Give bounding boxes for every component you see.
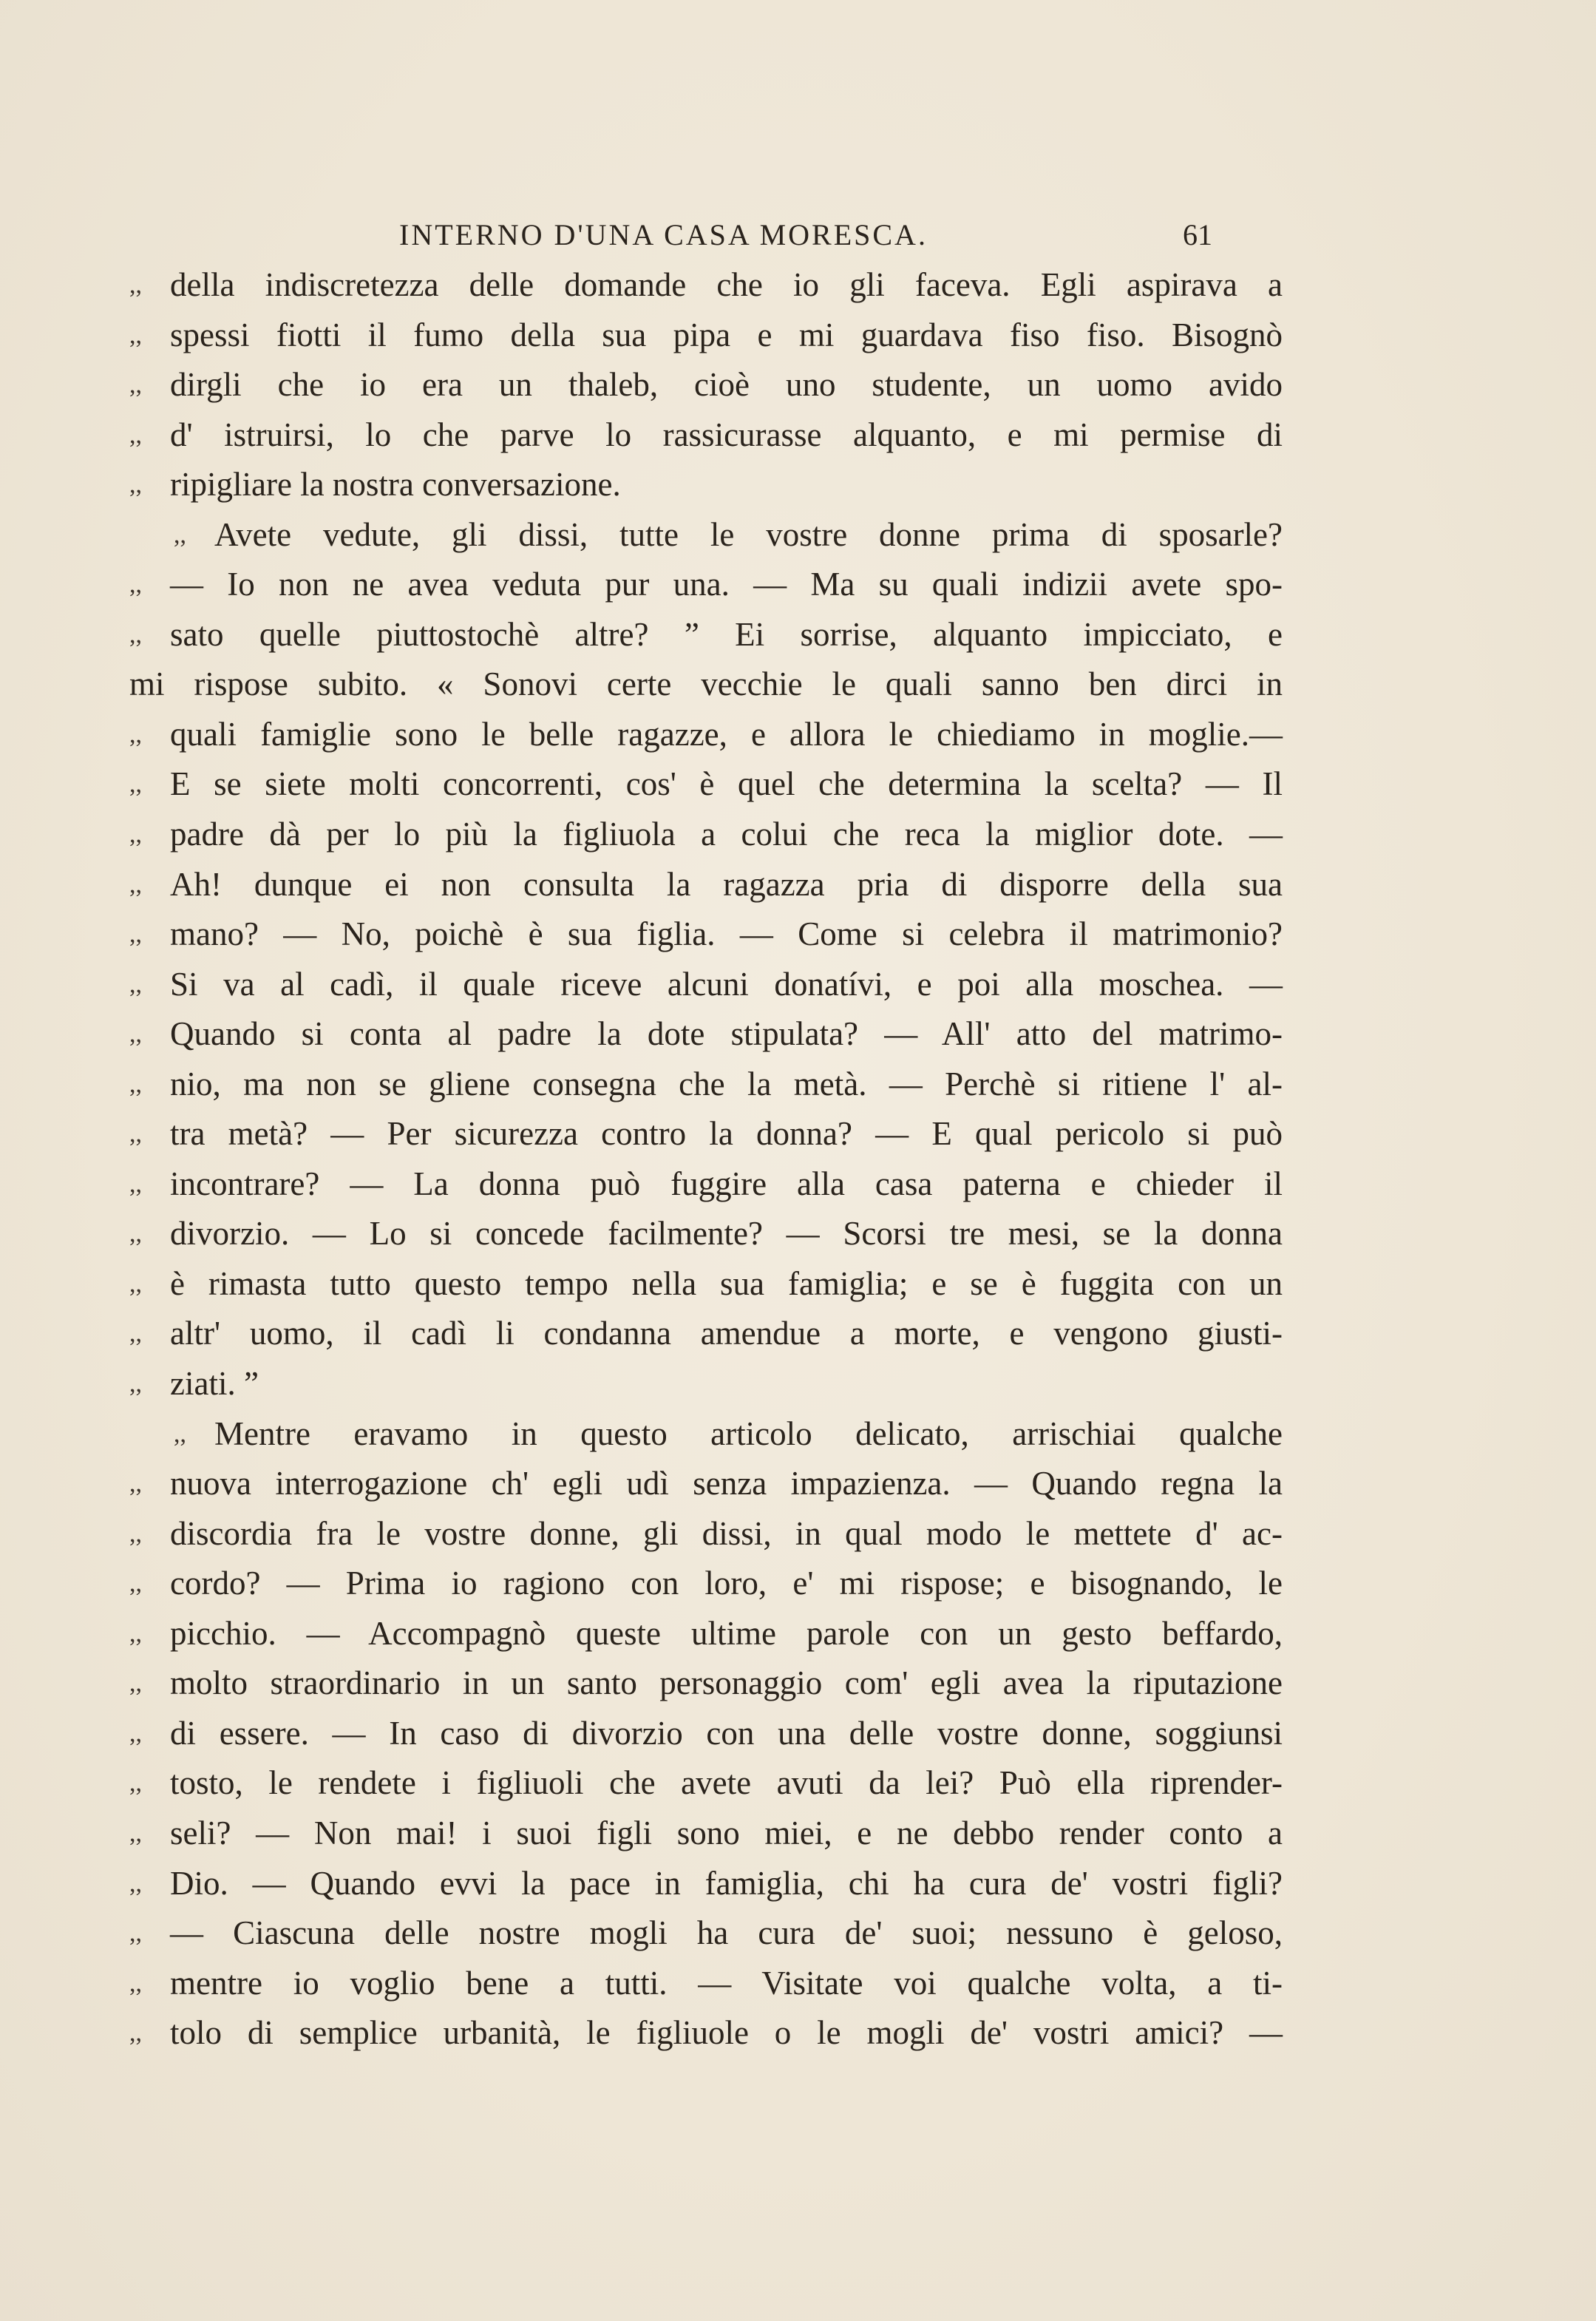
text-line	[129, 810, 1283, 860]
line-text: Avete vedute, gli dissi, tutte le vostre donne prima di sposarle?	[214, 515, 1283, 553]
quote-mark: ,,	[129, 321, 142, 349]
running-title: INTERNO D'UNA CASA MORESCA.	[399, 218, 928, 251]
text-line	[129, 1309, 1283, 1359]
line-text: Ah! dunque ei non consulta la ragazza pria di disporre della sua	[170, 865, 1283, 903]
quote-mark: ,,	[129, 1120, 142, 1148]
text-line	[129, 1409, 1283, 1460]
text-line	[129, 1359, 1283, 1409]
line-text: nio, ma non se gliene consegna che la metà. — Perchè si ritiene l' al-	[170, 1065, 1283, 1102]
quote-mark: ,,	[129, 1819, 142, 1847]
quote-mark: ,,	[129, 1270, 142, 1298]
quote-mark: ,,	[129, 1220, 142, 1248]
body-text	[129, 260, 1283, 2059]
text-line	[129, 510, 1283, 560]
line-text: della indiscretezza delle domande che io gli faceva. Egli aspirava a	[170, 266, 1283, 303]
line-text: dirgli che io era un thaleb, cioè uno studente, un uomo avido	[170, 366, 1283, 404]
quote-mark: ,,	[129, 720, 142, 748]
text-line	[129, 1009, 1283, 1060]
text-line	[129, 1559, 1283, 1609]
line-text: Si va al cadì, il quale riceve alcuni donatívi, e poi alla moschea. —	[170, 965, 1283, 1003]
quote-mark: ,,	[129, 1670, 142, 1698]
page-number: 61	[1183, 218, 1212, 251]
quote-mark: ,,	[129, 821, 142, 849]
quote-mark: ,,	[129, 1769, 142, 1797]
line-text: tosto, le rendete i figliuoli che avete avuti da lei? Può ella riprender-	[170, 1764, 1283, 1802]
line-text: sato quelle piuttostochè altre? ” Ei sorrise, alquanto impicciato, e	[170, 615, 1283, 653]
line-text: mi rispose subito. « Sonovi certe vecchie le quali sanno ben dirci in	[129, 665, 1283, 703]
line-text: mentre io voglio bene a tutti. — Visitate voi qualche volta, a ti-	[170, 1964, 1283, 2002]
quote-mark: ,,	[129, 1470, 142, 1498]
quote-mark: ,,	[129, 371, 142, 399]
quote-mark: ,,	[129, 970, 142, 998]
quote-mark: ,,	[129, 1020, 142, 1048]
quote-mark: ,,	[129, 271, 142, 299]
line-text: è rimasta tutto questo tempo nella sua famiglia; e se è fuggita con un	[170, 1264, 1283, 1302]
quote-mark: ,,	[129, 870, 142, 898]
text-line	[129, 759, 1283, 810]
quote-mark: ,,	[129, 1170, 142, 1198]
quote-mark: ,,	[129, 1969, 142, 1997]
line-text: ziati. ”	[170, 1365, 259, 1403]
text-line	[129, 1259, 1283, 1309]
text-line	[129, 560, 1283, 610]
line-text: seli? — Non mai! i suoi figli sono miei, e ne debbo render conto a	[170, 1814, 1283, 1851]
quote-mark: ,,	[129, 1320, 142, 1348]
quote-mark: ,,	[129, 770, 142, 799]
quote-mark: ,,	[174, 521, 186, 549]
line-text: tra metà? — Per sicurezza contro la donna? — E qual pericolo si può	[170, 1115, 1283, 1153]
text-line	[129, 710, 1283, 760]
line-text: picchio. — Accompagnò queste ultime parole con un gesto beffardo,	[170, 1614, 1283, 1652]
quote-mark: ,,	[129, 1719, 142, 1747]
text-line	[129, 1658, 1283, 1709]
text-line	[129, 260, 1283, 311]
quote-mark: ,,	[129, 620, 142, 648]
line-text: nuova interrogazione ch' egli udì senza impazienza. — Quando regna la	[170, 1465, 1283, 1502]
line-text: divorzio. — Lo si concede facilmente? — Scorsi tre mesi, se la donna	[170, 1215, 1283, 1253]
line-text: Quando si conta al padre la dote stipulata? — All' atto del matrimo-	[170, 1015, 1283, 1053]
text-line	[129, 1809, 1283, 1859]
text-line	[129, 1908, 1283, 1959]
text-line	[129, 360, 1283, 410]
line-text: E se siete molti concorrenti, cos' è quel che determina la scelta? — Il	[170, 765, 1283, 803]
page-header	[399, 213, 1212, 257]
quote-mark: ,,	[129, 1570, 142, 1598]
quote-mark: ,,	[129, 1619, 142, 1647]
quote-mark: ,,	[129, 1370, 142, 1398]
text-line	[129, 1859, 1283, 1909]
quote-mark: ,,	[129, 1519, 142, 1548]
line-text: quali famiglie sono le belle ragazze, e allora le chiediamo in moglie.—	[170, 715, 1283, 753]
quote-mark: ,,	[129, 2019, 142, 2047]
text-line	[129, 1609, 1283, 1659]
line-text: spessi fiotti il fumo della sua pipa e mi guardava fiso fiso. Bisognò	[170, 316, 1283, 353]
line-text: — Ciascuna delle nostre mogli ha cura de' suoi; nessuno è geloso,	[170, 1914, 1283, 1952]
quote-mark: ,,	[129, 1920, 142, 1948]
line-text: d' istruirsi, lo che parve lo rassicurasse alquanto, e mi permise di	[170, 416, 1283, 453]
text-line	[129, 1159, 1283, 1210]
quote-mark: ,,	[129, 471, 142, 499]
text-line	[129, 410, 1283, 461]
text-line	[129, 1459, 1283, 1509]
quote-mark: ,,	[129, 1070, 142, 1098]
text-line	[129, 909, 1283, 960]
text-line	[129, 660, 1283, 710]
text-line	[129, 2008, 1283, 2059]
line-text: di essere. — In caso di divorzio con una delle vostre donne, soggiunsi	[170, 1714, 1283, 1752]
line-text: ripigliare la nostra conversazione.	[170, 466, 621, 504]
text-line	[129, 460, 1283, 510]
line-text: Dio. — Quando evvi la pace in famiglia, chi ha cura de' vostri figli?	[170, 1864, 1283, 1902]
text-line	[129, 1709, 1283, 1759]
quote-mark: ,,	[129, 1869, 142, 1897]
quote-mark: ,,	[174, 1420, 186, 1448]
line-text: Mentre eravamo in questo articolo delicato, arrischiai qualche	[214, 1414, 1283, 1452]
text-line	[129, 860, 1283, 910]
line-text: mano? — No, poichè è sua figlia. — Come si celebra il matrimonio?	[170, 915, 1283, 953]
quote-mark: ,,	[129, 921, 142, 949]
text-line	[129, 610, 1283, 660]
line-text: incontrare? — La donna può fuggire alla casa paterna e chieder il	[170, 1165, 1283, 1202]
line-text: discordia fra le vostre donne, gli dissi, in qual modo le mettete d' ac-	[170, 1514, 1283, 1552]
text-line	[129, 1060, 1283, 1110]
quote-mark: ,,	[129, 571, 142, 599]
line-text: tolo di semplice urbanità, le figliuole o le mogli de' vostri amici? —	[170, 2014, 1283, 2052]
line-text: altr' uomo, il cadì li condanna amendue a morte, e vengono giusti-	[170, 1315, 1283, 1352]
text-line	[129, 1109, 1283, 1159]
line-text: — Io non ne avea veduta pur una. — Ma su quali indizii avete spo-	[170, 566, 1283, 603]
text-line	[129, 1758, 1283, 1809]
text-line	[129, 1959, 1283, 2009]
text-line	[129, 1209, 1283, 1259]
text-line	[129, 1509, 1283, 1559]
text-line	[129, 960, 1283, 1010]
line-text: cordo? — Prima io ragiono con loro, e' mi rispose; e bisognando, le	[170, 1565, 1283, 1602]
quote-mark: ,,	[129, 421, 142, 449]
line-text: padre dà per lo più la figliuola a colui che reca la miglior dote. —	[170, 816, 1283, 853]
line-text: molto straordinario in un santo personaggio com' egli avea la riputazione	[170, 1664, 1283, 1702]
text-line	[129, 311, 1283, 361]
